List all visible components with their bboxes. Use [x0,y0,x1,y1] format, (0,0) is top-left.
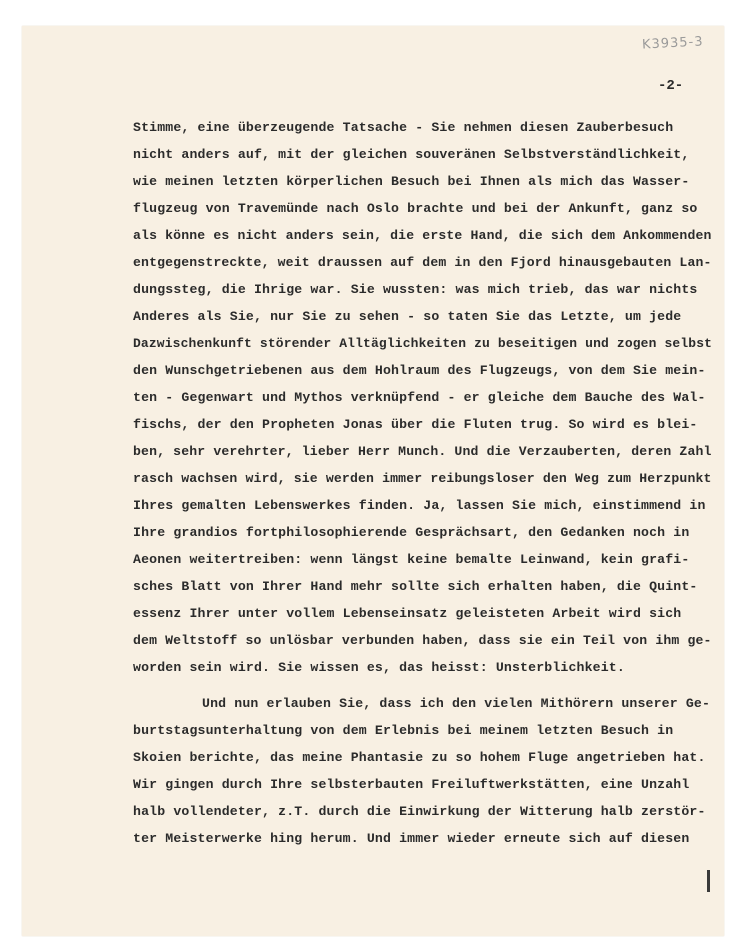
text-line: sches Blatt von Ihrer Hand mehr sollte sich erhalten haben, die Quint- [133,579,698,594]
text-line: nicht anders auf, mit der gleichen souveränen Selbstverständlichkeit, [133,147,690,162]
text-line: Aeonen weitertreiben: wenn längst keine bemalte Leinwand, kein grafi- [133,552,690,567]
text-line: ter Meisterwerke hing herum. Und immer wieder erneute sich auf diesen [133,831,690,846]
text-line: Ihres gemalten Lebenswerkes finden. Ja, lassen Sie mich, einstimmend in [133,498,706,513]
text-line: Skoien berichte, das meine Phantasie zu so hohem Fluge angetrieben hat. [133,750,706,765]
text-line: Ihre grandios fortphilosophierende Gesprächsart, den Gedanken noch in [133,525,690,540]
text-line: essenz Ihrer unter vollem Lebenseinsatz geleisteten Arbeit wird sich [133,606,682,621]
text-line: worden sein wird. Sie wissen es, das heisst: Unsterblichkeit. [133,660,625,675]
text-line: entgegenstreckte, weit draussen auf dem in den Fjord hinausgebauten Lan- [133,255,712,270]
archive-number-handwritten: K3935-3 [641,34,704,53]
text-line: ben, sehr verehrter, lieber Herr Munch. Und die Verzauberten, deren Zahl [133,444,712,459]
page-number: -2- [658,78,684,94]
text-line: dungssteg, die Ihrige war. Sie wussten: was mich trieb, das war nichts [133,282,698,297]
text-line: flugzeug von Travemünde nach Oslo brachte und bei der Ankunft, ganz so [133,201,698,216]
text-line-paragraph-start: Und nun erlauben Sie, dass ich den vielen Mithörern unserer Ge- [202,696,711,711]
text-line: burtstagsunterhaltung von dem Erlebnis bei meinem letzten Besuch in [133,723,674,738]
text-line: dem Weltstoff so unlösbar verbunden haben, dass sie ein Teil von ihm ge- [133,633,712,648]
text-line: Stimme, eine überzeugende Tatsache - Sie nehmen diesen Zauberbesuch [133,120,674,135]
text-line: Anderes als Sie, nur Sie zu sehen - so taten Sie das Letzte, um jede [133,309,682,324]
text-line: rasch wachsen wird, sie werden immer reibungsloser den Weg zum Herzpunkt [133,471,712,486]
text-line: Dazwischenkunft störender Alltäglichkeiten zu beseitigen und zogen selbst [133,336,713,351]
text-line: fischs, der den Propheten Jonas über die Fluten trug. So wird es blei- [133,417,698,432]
text-line: Wir gingen durch Ihre selbsterbauten Freiluftwerkstätten, eine Unzahl [133,777,690,792]
text-line: wie meinen letzten körperlichen Besuch bei Ihnen als mich das Wasser- [133,174,690,189]
text-line: als könne es nicht anders sein, die erste Hand, die sich dem Ankommenden [133,228,712,243]
text-line: halb vollendeter, z.T. durch die Einwirkung der Witterung halb zerstör- [133,804,706,819]
text-line: den Wunschgetriebenen aus dem Hohlraum des Flugzeugs, von dem Sie mein- [133,363,706,378]
margin-mark [707,870,710,892]
text-line: ten - Gegenwart und Mythos verknüpfend - er gleiche dem Bauche des Wal- [133,390,706,405]
